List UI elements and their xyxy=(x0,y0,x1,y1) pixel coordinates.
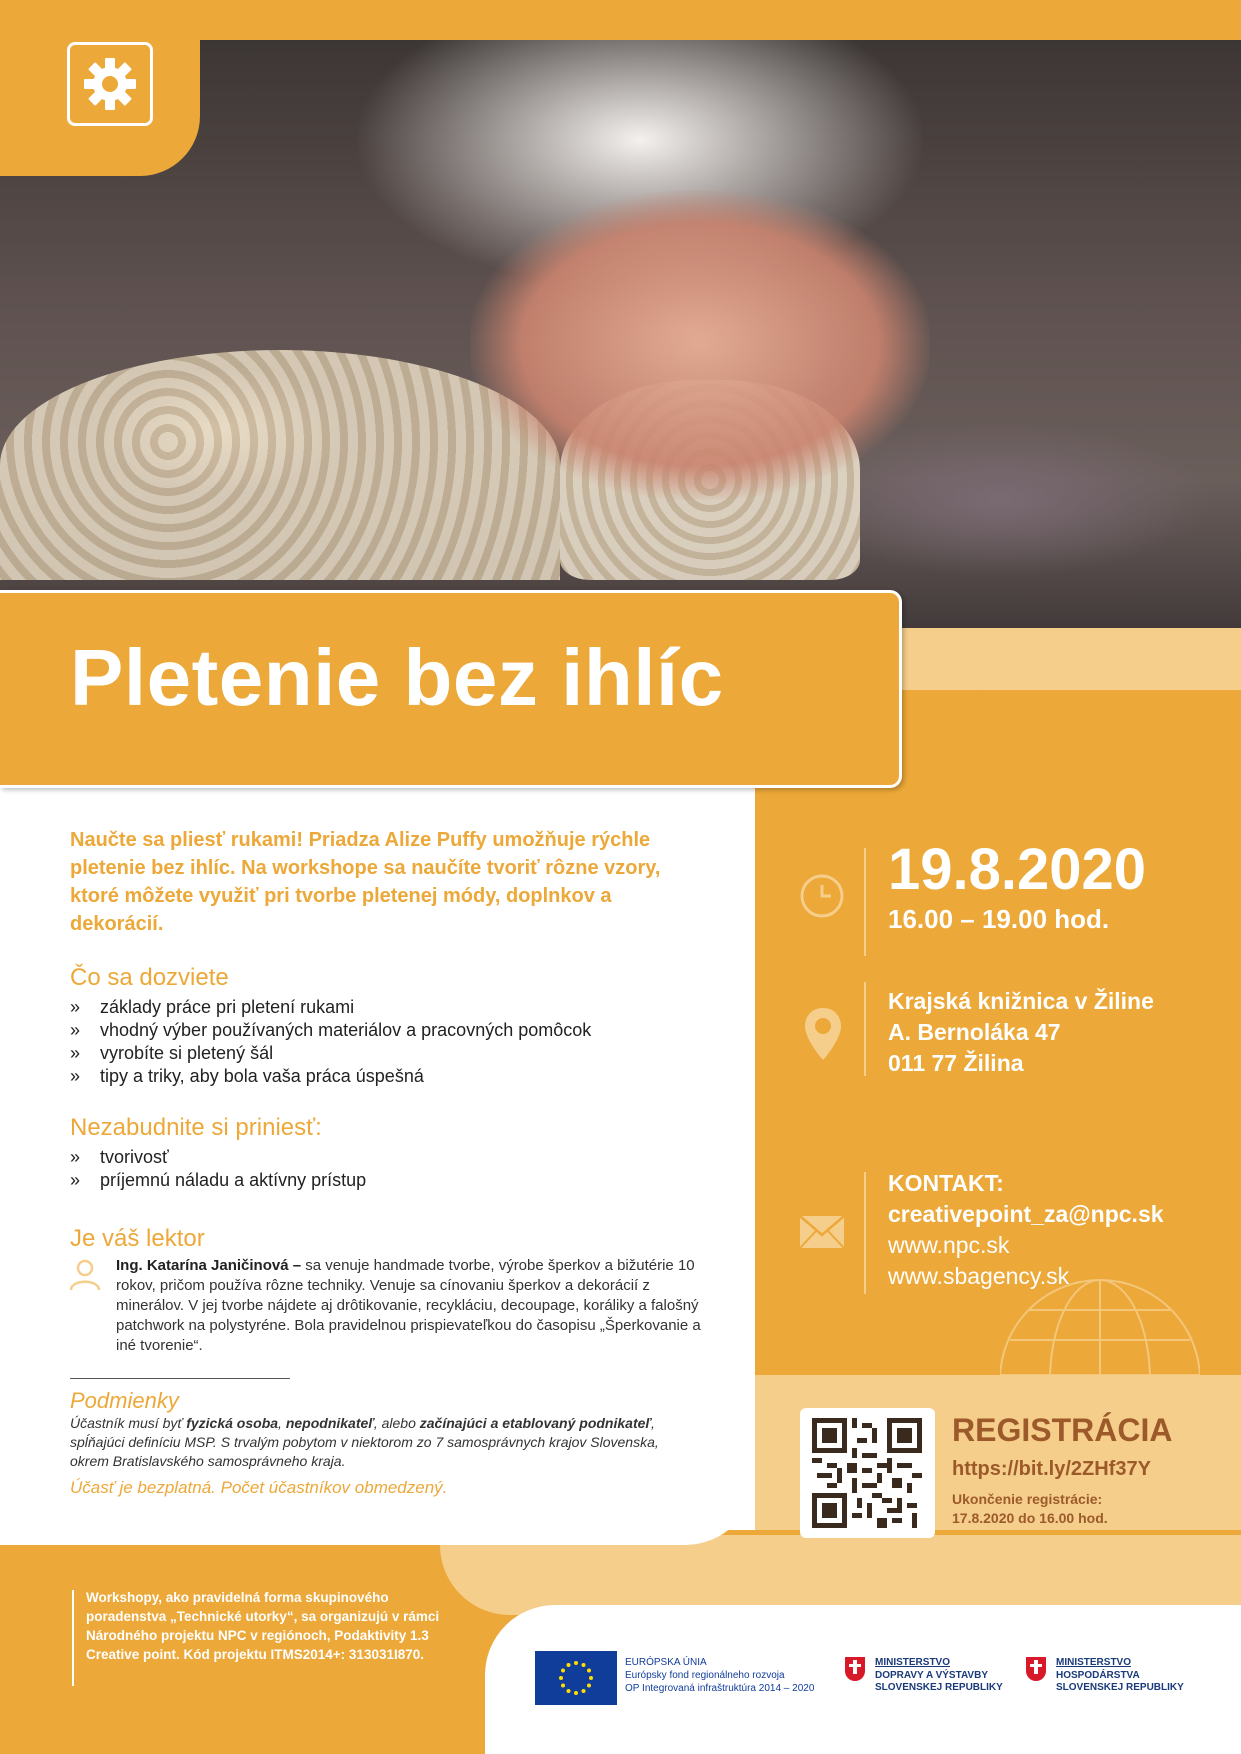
clock-icon xyxy=(799,873,845,919)
intro-text: Naučte sa pliesť rukami! Priadza Alize Puffy umožňuje rýchle pletenie bez ihlíc. Na workshope sa naučíte tvoriť rôzne vzory, ktoré môžete využiť pri tvorbe pletenej módy, doplnkov a dekorácií. xyxy=(70,829,661,935)
contact-label: KONTAKT: xyxy=(888,1170,1004,1196)
registration-title: REGISTRÁCIA xyxy=(952,1412,1173,1448)
lector-name: Ing. Katarína Janičinová – xyxy=(116,1257,302,1274)
learn-heading: Čo sa dozviete xyxy=(70,964,229,991)
slovak-crest-icon xyxy=(845,1657,867,1683)
page-title: Pletenie bez ihlíc xyxy=(70,633,724,722)
ministry-line: MINISTERSTVO xyxy=(1056,1657,1132,1668)
list-item: » základy práce pri pletení rukami xyxy=(70,997,355,1017)
venue-line: Krajská knižnica v Žiline xyxy=(888,988,1154,1014)
divider xyxy=(864,848,866,956)
lector-heading: Je váš lektor xyxy=(70,1225,205,1252)
list-item: » príjemnú náladu a aktívny prístup xyxy=(70,1170,367,1190)
deadline-label: Ukončenie registrácie: xyxy=(952,1491,1103,1507)
venue-line: A. Bernoláka 47 xyxy=(888,1019,1061,1045)
eu-fund: Európsky fond regionálneho rozvoja xyxy=(625,1670,785,1681)
bring-list xyxy=(70,1146,710,1192)
location-pin-icon xyxy=(803,1006,843,1062)
list-item: » vyrobíte si pletený šál xyxy=(70,1043,274,1063)
ministry-line: SLOVENSKEJ REPUBLIKY xyxy=(875,1682,1003,1693)
venue-line: 011 77 Žilina xyxy=(888,1050,1024,1076)
lector-bio: Ing. Katarína Janičinová – sa venuje handmade tvorbe, výrobe šperkov a bižutérie 10 rokov, pričom používa rôzne techniky. Venuje sa cínovaniu šperkov a dekorácií z minerálov. V jej tvorbe nájdete aj drôtikovanie, recykláciu, decoupage, koráliky a falošný patchwork na polystyréne. Bola pravidelnou prispievateľkou do časopisu „Šperkovanie a iné tvorenie“. xyxy=(116,1257,701,1354)
list-item: » tipy a triky, aby bola vaša práca úspešná xyxy=(70,1066,424,1086)
contact-web-link[interactable]: www.npc.sk xyxy=(888,1232,1010,1258)
gear-icon xyxy=(67,42,153,126)
eu-program: OP Integrovaná infraštruktúra 2014 – 2020 xyxy=(625,1683,815,1694)
event-time: 16.00 – 19.00 hod. xyxy=(888,904,1110,934)
divider xyxy=(72,1590,74,1686)
bring-heading: Nezabudnite si priniesť: xyxy=(70,1114,322,1141)
person-icon xyxy=(68,1257,102,1291)
qr-code-icon xyxy=(812,1418,922,1528)
list-item: » tvorivosť xyxy=(70,1147,169,1167)
right-panel-wave xyxy=(950,690,1241,750)
divider xyxy=(864,982,866,1076)
footer-text: Workshopy, ako pravidelná forma skupinového poradenstva „Technické utorky“, sa organizujú v rámci Národného projektu NPC v regiónoch, Podaktivity 1.3 Creative point. Kód projektu ITMS2014+: 313031I870. xyxy=(86,1590,440,1662)
conditions-text: Účastník musí byť fyzická osoba, nepodnikateľ, alebo začínajúci a etablovaný podnikateľ, spĺňajúci definíciu MSP. S trvalým pobytom v niektorom zo 7 samosprávnych krajov Slovenska, okrem Bratislavského samosprávneho kraja. xyxy=(70,1415,659,1469)
eu-flag-icon xyxy=(535,1651,617,1705)
divider xyxy=(70,1378,290,1379)
ministry-line: HOSPODÁRSTVA xyxy=(1056,1669,1140,1681)
contact-email[interactable]: creativepoint_za@npc.sk xyxy=(888,1201,1164,1227)
conditions-heading: Podmienky xyxy=(70,1388,179,1413)
event-date: 19.8.2020 xyxy=(888,837,1147,902)
ministry-line: MINISTERSTVO xyxy=(875,1657,951,1668)
registration-link[interactable]: https://bit.ly/2ZHf37Y xyxy=(952,1458,1151,1480)
photo-hands xyxy=(470,190,930,500)
slovak-crest-icon xyxy=(1026,1657,1048,1683)
registration-deadline xyxy=(952,1490,1108,1528)
eu-label: EURÓPSKA ÚNIA xyxy=(625,1657,707,1668)
mail-icon xyxy=(799,1215,845,1249)
contact-web-link[interactable]: www.sbagency.sk xyxy=(888,1263,1070,1289)
eu-logo-text xyxy=(625,1656,835,1695)
qr-code[interactable] xyxy=(800,1408,935,1538)
contact-block xyxy=(888,1168,1164,1292)
free-note: Účasť je bezplatná. Počet účastníkov obmedzený. xyxy=(70,1478,448,1497)
learn-list xyxy=(70,996,710,1088)
ministry-line: DOPRAVY A VÝSTAVBY xyxy=(875,1669,988,1681)
deadline-value: 17.8.2020 do 16.00 hod. xyxy=(952,1510,1108,1526)
ministry-logo xyxy=(1056,1657,1206,1695)
ministry-line: SLOVENSKEJ REPUBLIKY xyxy=(1056,1682,1184,1693)
venue xyxy=(888,986,1154,1079)
list-item: » vhodný výber používaných materiálov a pracovných pomôcok xyxy=(70,1020,592,1040)
divider xyxy=(864,1172,866,1294)
ministry-logo xyxy=(875,1657,1025,1695)
footer-wave xyxy=(440,1535,1241,1615)
